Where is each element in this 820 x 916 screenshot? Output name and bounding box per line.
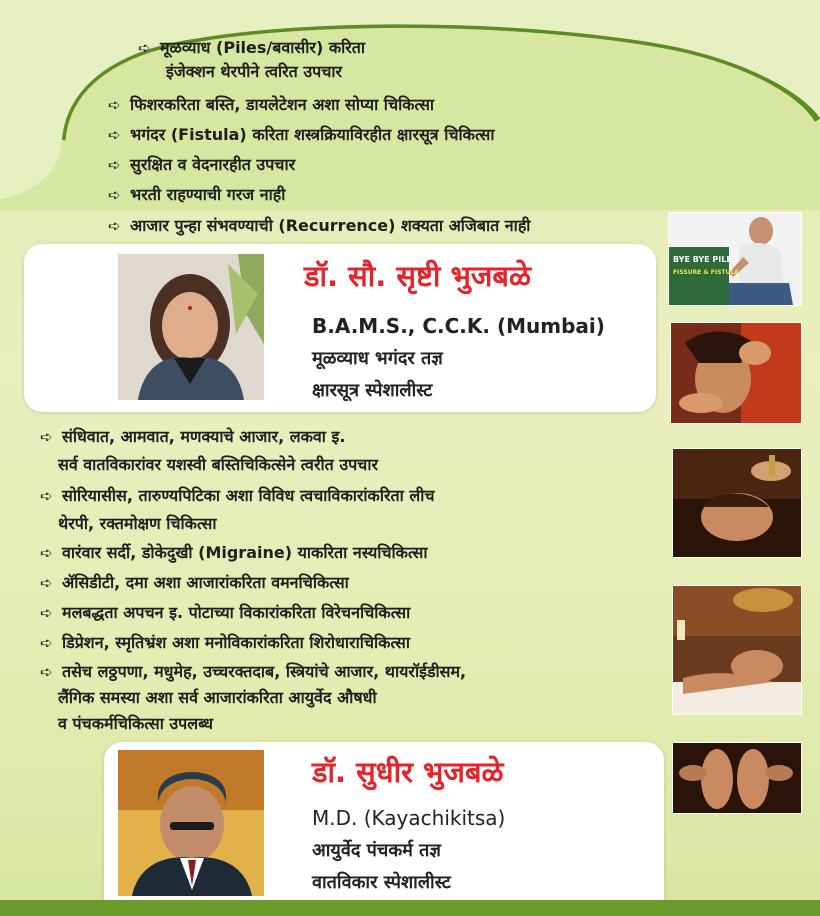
hand-arrow-icon: ➪	[40, 663, 53, 681]
bottom-strip	[0, 900, 820, 916]
side-caption-top: BYE BYE PILES	[673, 255, 738, 264]
foot-massage-image	[672, 742, 802, 814]
face-massage-image	[670, 322, 802, 424]
doctor-2-degree: M.D. (Kayachikitsa)	[312, 806, 506, 830]
therapy-bullet-2	[40, 484, 435, 536]
hand-arrow-icon: ➪	[108, 186, 121, 204]
doctor-1-photo	[118, 254, 264, 400]
doctor-2-photo	[118, 750, 264, 896]
therapy-bullet-3	[40, 541, 428, 565]
shirodhara-image	[672, 585, 802, 715]
bullet-text: सुरक्षित व वेदनारहीत उपचार	[130, 155, 296, 174]
doctor-1-name: डॉ. सौ. सृष्टी भुजबळे	[304, 259, 532, 293]
side-caption-bottom: FISSURE & FISTULA	[673, 269, 739, 276]
doctor-2-specialty: आयुर्वेद पंचकर्म तज्ञ	[312, 840, 441, 861]
hand-arrow-icon: ➪	[138, 39, 151, 57]
hand-arrow-icon: ➪	[108, 96, 121, 114]
bullet-text: भगंदर (Fistula) करिता शस्त्रक्रियाविरहीत क्षारसूत्र चिकित्सा	[130, 125, 495, 144]
bye-bye-piles-image	[668, 212, 802, 306]
bullet-text: लैंगिक समस्या अशा सर्व आजारांकरिता आयुर्वेद औषधी	[58, 688, 377, 707]
doctor-1-degree: B.A.M.S., C.C.K. (Mumbai)	[312, 314, 605, 338]
bullet-text: तसेच लठ्ठपणा, मधुमेह, उच्चरक्तदाब, स्त्रियांचे आजार, थायरॉईडीसम,	[62, 662, 467, 681]
bullet-text: संधिवात, आमवात, मणक्याचे आजार, लकवा इ.	[62, 427, 346, 446]
doctor-2-specialty-2: वातविकार स्पेशालीस्ट	[312, 872, 451, 893]
therapy-bullet-1	[40, 425, 378, 477]
hand-arrow-icon: ➪	[108, 156, 121, 174]
bullet-text: व पंचकर्मचिकित्सा उपलब्ध	[58, 714, 213, 733]
bullet-text: आजार पुन्हा संभवण्याची (Recurrence) शक्यता अजिबात नाही	[130, 216, 531, 235]
hand-arrow-icon: ➪	[40, 604, 53, 622]
bullet-text: फिशरकरिता बस्ति, डायलेटेशन अशा सोप्या चिकित्सा	[130, 95, 435, 114]
hand-arrow-icon: ➪	[108, 126, 121, 144]
nasya-therapy-image	[672, 448, 802, 558]
bullet-text: मूळव्याध (Piles/बवासीर) करिता	[160, 38, 366, 57]
bubble-bullet-2	[108, 93, 434, 117]
bullet-text: भरती राहण्याची गरज नाही	[130, 185, 286, 204]
hand-arrow-icon: ➪	[40, 634, 53, 652]
therapy-bullet-6	[40, 631, 410, 655]
bullet-text: डिप्रेशन, स्मृतिभ्रंश अशा मनोविकारांकरिता शिरोधाराचिकित्सा	[62, 633, 411, 652]
hand-arrow-icon: ➪	[40, 487, 53, 505]
doctor-1-specialty-2: क्षारसूत्र स्पेशालीस्ट	[312, 380, 433, 401]
bubble-bullet-4	[108, 153, 295, 177]
bullet-text: सर्व वातविकारांवर यशस्वी बस्तिचिकित्सेने त्वरीत उपचार	[58, 455, 379, 474]
bubble-bullet-5	[108, 183, 285, 207]
hand-arrow-icon: ➪	[108, 217, 121, 235]
bullet-text: सोरियासीस, तारुण्यपिटिका अशा विविध त्वचाविकारांकरिता लीच	[62, 486, 435, 505]
bullet-text: इंजेक्शन थेरपीने त्वरित उपचार	[166, 62, 343, 81]
hand-arrow-icon: ➪	[40, 428, 53, 446]
bullet-text: वारंवार सर्दी, डोकेदुखी (Migraine) याकरिता नस्यचिकित्सा	[62, 543, 428, 562]
bubble-bullet-3	[108, 123, 495, 147]
bubble-bullet-1	[138, 36, 365, 84]
bubble-bullet-6	[108, 214, 530, 238]
bullet-text: थेरपी, रक्तमोक्षण चिकित्सा	[58, 514, 217, 533]
therapy-bullet-7	[40, 660, 466, 736]
hand-arrow-icon: ➪	[40, 544, 53, 562]
bullet-text: मलबद्धता अपचन इ. पोटाच्या विकारांकरिता विरेचनचिकित्सा	[62, 603, 411, 622]
bullet-text: ॲसिडीटी, दमा अशा आजारांकरिता वमनचिकित्सा	[62, 573, 349, 592]
hand-arrow-icon: ➪	[40, 574, 53, 592]
therapy-bullet-5	[40, 601, 410, 625]
doctor-2-name: डॉ. सुधीर भुजबळे	[312, 755, 504, 789]
therapy-bullet-4	[40, 571, 349, 595]
doctor-1-specialty: मूळव्याध भगंदर तज्ञ	[312, 348, 443, 369]
